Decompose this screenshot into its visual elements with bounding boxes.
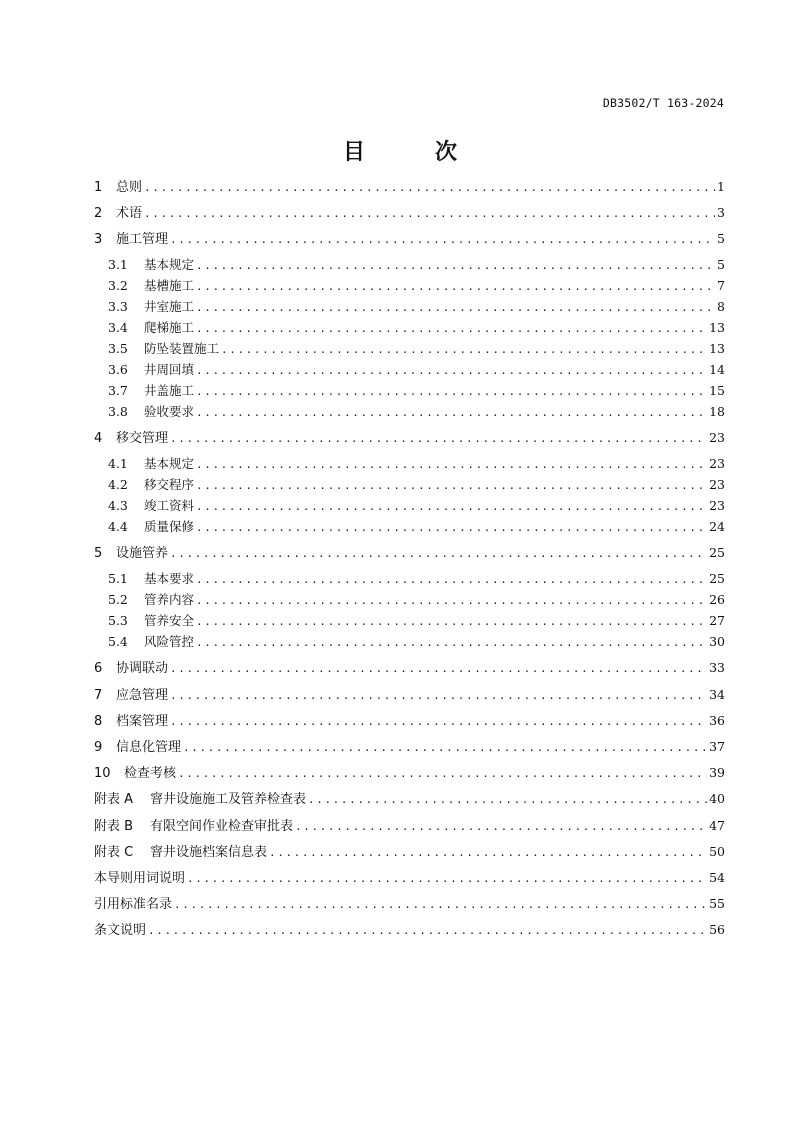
toc-entry-label: 本导则用词说明: [94, 871, 186, 886]
toc-entry-label: 移交程序: [144, 477, 195, 492]
toc-entry-number: 5.4: [108, 634, 128, 649]
toc-leader-dots: [144, 180, 715, 196]
toc-entry[interactable]: [94, 687, 725, 704]
toc-entry-page-number: 8: [717, 299, 725, 314]
toc-entry-label: 竣工资料: [144, 498, 195, 513]
toc-entry[interactable]: [94, 870, 725, 887]
toc-entry-label: 管养内容: [144, 592, 195, 607]
toc-entry[interactable]: [94, 179, 725, 196]
toc-entry-number: 3: [94, 232, 103, 247]
toc-entry-page-number: 47: [709, 818, 725, 833]
toc-entry-label: 井盖施工: [144, 383, 195, 398]
toc-entry[interactable]: [94, 739, 725, 756]
toc-entry-page-number: 5: [717, 257, 725, 272]
toc-entry-page-number: 3: [717, 205, 725, 220]
toc-entry[interactable]: [94, 896, 725, 913]
toc-entry-page-number: 13: [709, 320, 725, 335]
toc-entry-page-number: 23: [709, 430, 725, 445]
toc-entry-page-number: 13: [709, 341, 725, 356]
toc-entry-label: 有限空间作业检查审批表: [150, 819, 294, 834]
toc-leader-dots: [178, 766, 707, 782]
toc-entry[interactable]: [108, 634, 725, 651]
toc-leader-dots: [196, 572, 707, 588]
toc-leader-dots: [196, 384, 707, 400]
toc-entry-label: 检查考核: [124, 766, 177, 781]
toc-leader-dots: [170, 714, 707, 730]
toc-entry[interactable]: [108, 257, 725, 274]
toc-leader-dots: [196, 457, 707, 473]
toc-leader-dots: [221, 342, 707, 358]
toc-entry-number: 附表 B: [94, 819, 134, 834]
toc-leader-dots: [196, 614, 707, 630]
toc-entry-page-number: 55: [709, 896, 725, 911]
toc-entry-label: 术语: [116, 206, 143, 221]
toc-leader-dots: [196, 279, 715, 295]
toc-entry-label: 施工管理: [116, 232, 169, 247]
toc-entry-page-number: 33: [709, 660, 725, 675]
toc-entry-page-number: 23: [709, 498, 725, 513]
document-code: DB3502/T 163-2024: [602, 96, 724, 110]
toc-leader-dots: [295, 819, 707, 835]
toc-entry-number: 3.3: [108, 299, 128, 314]
toc-leader-dots: [196, 478, 707, 494]
toc-entry-label: 窨井设施施工及管养检查表: [150, 792, 307, 807]
toc-leader-dots: [196, 363, 707, 379]
toc-entry-page-number: 34: [709, 687, 725, 702]
toc-entry-number: 3.2: [108, 278, 128, 293]
toc-entry[interactable]: [94, 660, 725, 677]
toc-entry-label: 井室施工: [144, 299, 195, 314]
toc-entry-label: 引用标准名录: [94, 897, 173, 912]
toc-entry-label: 移交管理: [116, 431, 169, 446]
toc-entry[interactable]: [108, 613, 725, 630]
toc-leader-dots: [170, 431, 707, 447]
toc-entry-label: 管养安全: [144, 613, 195, 628]
toc-entry-number: 附表 C: [94, 845, 134, 860]
toc-entry-number: 2: [94, 206, 103, 221]
toc-entry-number: 5: [94, 546, 103, 561]
toc-entry-label: 信息化管理: [116, 740, 182, 755]
toc-entry-page-number: 24: [709, 519, 725, 534]
toc-leader-dots: [174, 897, 707, 913]
toc-entry[interactable]: [108, 278, 725, 295]
toc-leader-dots: [196, 520, 707, 536]
toc-entry-label: 设施管养: [116, 546, 169, 561]
toc-leader-dots: [170, 661, 707, 677]
toc-entry-label: 协调联动: [116, 661, 169, 676]
toc-entry-number: 9: [94, 740, 103, 755]
toc-entry-page-number: 39: [709, 765, 725, 780]
toc-entry-page-number: 25: [709, 545, 725, 560]
toc-leader-dots: [308, 792, 707, 808]
toc-entry-number: 3.8: [108, 404, 128, 419]
toc-entry-page-number: 26: [709, 592, 725, 607]
toc-leader-dots: [187, 871, 707, 887]
toc-entry-number: 附表 A: [94, 792, 134, 807]
toc-leader-dots: [196, 405, 707, 421]
toc-entry-number: 4.3: [108, 498, 128, 513]
toc-entry-page-number: 56: [709, 922, 725, 937]
toc-entry[interactable]: [94, 922, 725, 939]
toc-entry-number: 5.2: [108, 592, 128, 607]
toc-entry[interactable]: [94, 765, 725, 782]
toc-entry-page-number: 25: [709, 571, 725, 586]
toc-entry-label: 验收要求: [144, 404, 195, 419]
toc-entry-label: 爬梯施工: [144, 320, 195, 335]
toc-entry-number: 3.5: [108, 341, 128, 356]
toc-entry-label: 风险管控: [144, 634, 195, 649]
toc-entry[interactable]: [94, 545, 725, 562]
toc-entry[interactable]: [108, 571, 725, 588]
toc-leader-dots: [196, 321, 707, 337]
toc-leader-dots: [144, 206, 715, 222]
toc-entry-page-number: 40: [709, 791, 725, 806]
toc-entry[interactable]: [108, 498, 725, 515]
toc-entry-number: 4: [94, 431, 103, 446]
toc-entry[interactable]: [108, 592, 725, 609]
toc-entry-number: 4.2: [108, 477, 128, 492]
toc-entry-number: 8: [94, 714, 103, 729]
toc-leader-dots: [183, 740, 707, 756]
toc-entry[interactable]: [94, 231, 725, 248]
toc-entry-label: 防坠装置施工: [144, 341, 220, 356]
toc-entry-number: 10: [94, 766, 111, 781]
toc-entry-page-number: 7: [717, 278, 725, 293]
toc-entry-label: 档案管理: [116, 714, 169, 729]
toc-entry-number: 3.4: [108, 320, 128, 335]
toc-entry-number: 3.7: [108, 383, 128, 398]
toc-entry-page-number: 36: [709, 713, 725, 728]
toc-entry-label: 基本规定: [144, 257, 195, 272]
toc-entry-label: 应急管理: [116, 688, 169, 703]
toc-leader-dots: [170, 546, 707, 562]
toc-entry-label: 条文说明: [94, 923, 147, 938]
toc-entry-page-number: 23: [709, 477, 725, 492]
toc-entry-label: 基本规定: [144, 456, 195, 471]
toc-leader-dots: [196, 499, 707, 515]
toc-entry[interactable]: [108, 362, 725, 379]
toc-entry-page-number: 15: [709, 383, 725, 398]
toc-entry-page-number: 30: [709, 634, 725, 649]
toc-entry-number: 3.6: [108, 362, 128, 377]
page-title: 目 次: [342, 140, 481, 165]
toc-entry[interactable]: [94, 818, 725, 835]
toc-entry[interactable]: [108, 383, 725, 400]
toc-entry-label: 基槽施工: [144, 278, 195, 293]
toc-entry-page-number: 27: [709, 613, 725, 628]
toc-entry[interactable]: [108, 519, 725, 536]
toc-entry[interactable]: [94, 713, 725, 730]
toc-entry-label: 总则: [116, 180, 143, 195]
toc-entry[interactable]: [108, 404, 725, 421]
toc-entry-number: 5.3: [108, 613, 128, 628]
toc-entry-page-number: 37: [709, 739, 725, 754]
toc-entry[interactable]: [94, 791, 725, 808]
toc-entry-label: 井周回填: [144, 362, 195, 377]
toc-entry-page-number: 14: [709, 362, 725, 377]
toc-leader-dots: [196, 635, 707, 651]
toc-entry-number: 4.4: [108, 519, 128, 534]
toc-entry[interactable]: [108, 456, 725, 473]
toc-leader-dots: [148, 923, 707, 939]
toc-entry-number: 3.1: [108, 257, 128, 272]
toc-leader-dots: [269, 845, 707, 861]
toc-entry[interactable]: [108, 320, 725, 337]
toc-entry-label: 质量保修: [144, 519, 195, 534]
toc-entry-number: 1: [94, 180, 103, 195]
toc-entry[interactable]: [94, 205, 725, 222]
toc-leader-dots: [196, 593, 707, 609]
toc-entry-page-number: 1: [717, 179, 725, 194]
toc-entry-page-number: 50: [709, 844, 725, 859]
toc-entry[interactable]: [94, 430, 725, 447]
toc-entry-number: 4.1: [108, 456, 128, 471]
toc-entry[interactable]: [108, 477, 725, 494]
toc-entry-number: 5.1: [108, 571, 128, 586]
toc-entry[interactable]: [108, 299, 725, 316]
toc-entry-number: 6: [94, 661, 103, 676]
toc-entry-page-number: 5: [717, 231, 725, 246]
toc-leader-dots: [196, 300, 715, 316]
toc-leader-dots: [170, 232, 715, 248]
toc-leader-dots: [196, 258, 715, 274]
toc-entry-number: 7: [94, 688, 103, 703]
toc-entry-page-number: 18: [709, 404, 725, 419]
toc-entry-label: 窨井设施档案信息表: [150, 845, 268, 860]
toc-entry-page-number: 23: [709, 456, 725, 471]
toc-entry-label: 基本要求: [144, 571, 195, 586]
toc-entry[interactable]: [94, 844, 725, 861]
toc-entry[interactable]: [108, 341, 725, 358]
toc-leader-dots: [170, 688, 707, 704]
toc-entry-page-number: 54: [709, 870, 725, 885]
